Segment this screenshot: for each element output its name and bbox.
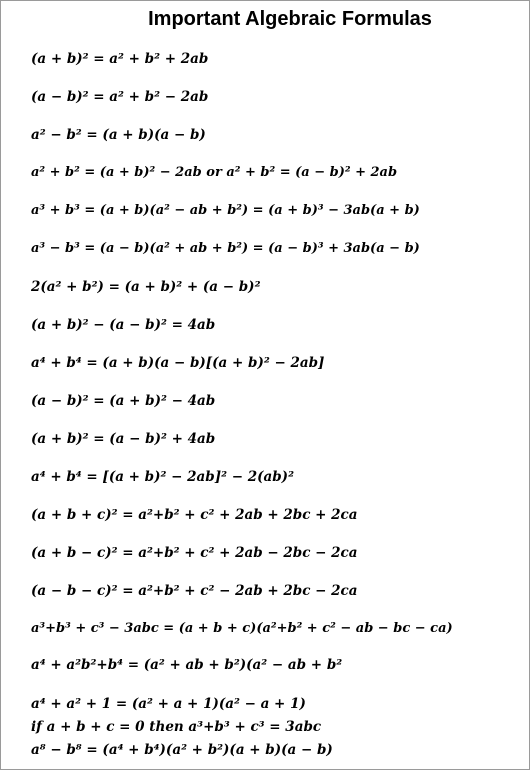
formula-sum-of-squares: a² + b² = (a + b)² − 2ab or a² + b² = (a − b)² + 2ab — [31, 165, 398, 180]
formula-difference-of-cubes: a³ − b³ = (a − b)(a² + ab + b²) = (a − b)³ + 3ab(a − b) — [31, 241, 420, 256]
formula-four-ab: (a + b)² − (a − b)² = 4ab — [31, 317, 216, 333]
page-title: Important Algebraic Formulas — [148, 8, 432, 30]
formula-twice-sum-of-squares: 2(a² + b²) = (a + b)² + (a − b)² — [31, 279, 261, 295]
formula-difference-of-squares: a² − b² = (a + b)(a − b) — [31, 127, 206, 143]
formula-fourth-powers-2: a⁴ + b⁴ = [(a + b)² − 2ab]² − 2(ab)² — [31, 469, 294, 485]
formula-a4-a2-1: a⁴ + a² + 1 = (a² + a + 1)(a² − a + 1) — [31, 696, 306, 712]
formula-three-cubes: a³+b³ + c³ − 3abc = (a + b + c)(a²+b² + c² − ab − bc − ca) — [31, 621, 453, 636]
formula-sum-of-cubes: a³ + b³ = (a + b)(a² − ab + b²) = (a + b)³ − 3ab(a + b) — [31, 203, 420, 218]
formula-square-of-difference: (a − b)² = a² + b² − 2ab — [31, 89, 209, 105]
formula-fourth-power-trinomial: a⁴ + a²b²+b⁴ = (a² + ab + b²)(a² − ab + b² — [31, 657, 343, 673]
formula-trinomial-square-3: (a − b − c)² = a²+b² + c² − 2ab + 2bc − 2ca — [31, 583, 358, 599]
formula-if-sum-zero: if a + b + c = 0 then a³+b³ + c³ = 3abc — [31, 719, 322, 735]
formula-trinomial-square-1: (a + b + c)² = a²+b² + c² + 2ab + 2bc + 2ca — [31, 507, 358, 523]
formula-square-of-sum: (a + b)² = a² + b² + 2ab — [31, 51, 209, 67]
formula-fourth-powers-1: a⁴ + b⁴ = (a + b)(a − b)[(a + b)² − 2ab] — [31, 355, 325, 371]
formula-eighth-powers: a⁸ − b⁸ = (a⁴ + b⁴)(a² + b²)(a + b)(a − b) — [31, 742, 333, 758]
formula-trinomial-square-2: (a + b − c)² = a²+b² + c² + 2ab − 2bc − 2ca — [31, 545, 358, 561]
formula-sum-square-4ab: (a + b)² = (a − b)² + 4ab — [31, 431, 216, 447]
formula-difference-square-4ab: (a − b)² = (a + b)² − 4ab — [31, 393, 216, 409]
